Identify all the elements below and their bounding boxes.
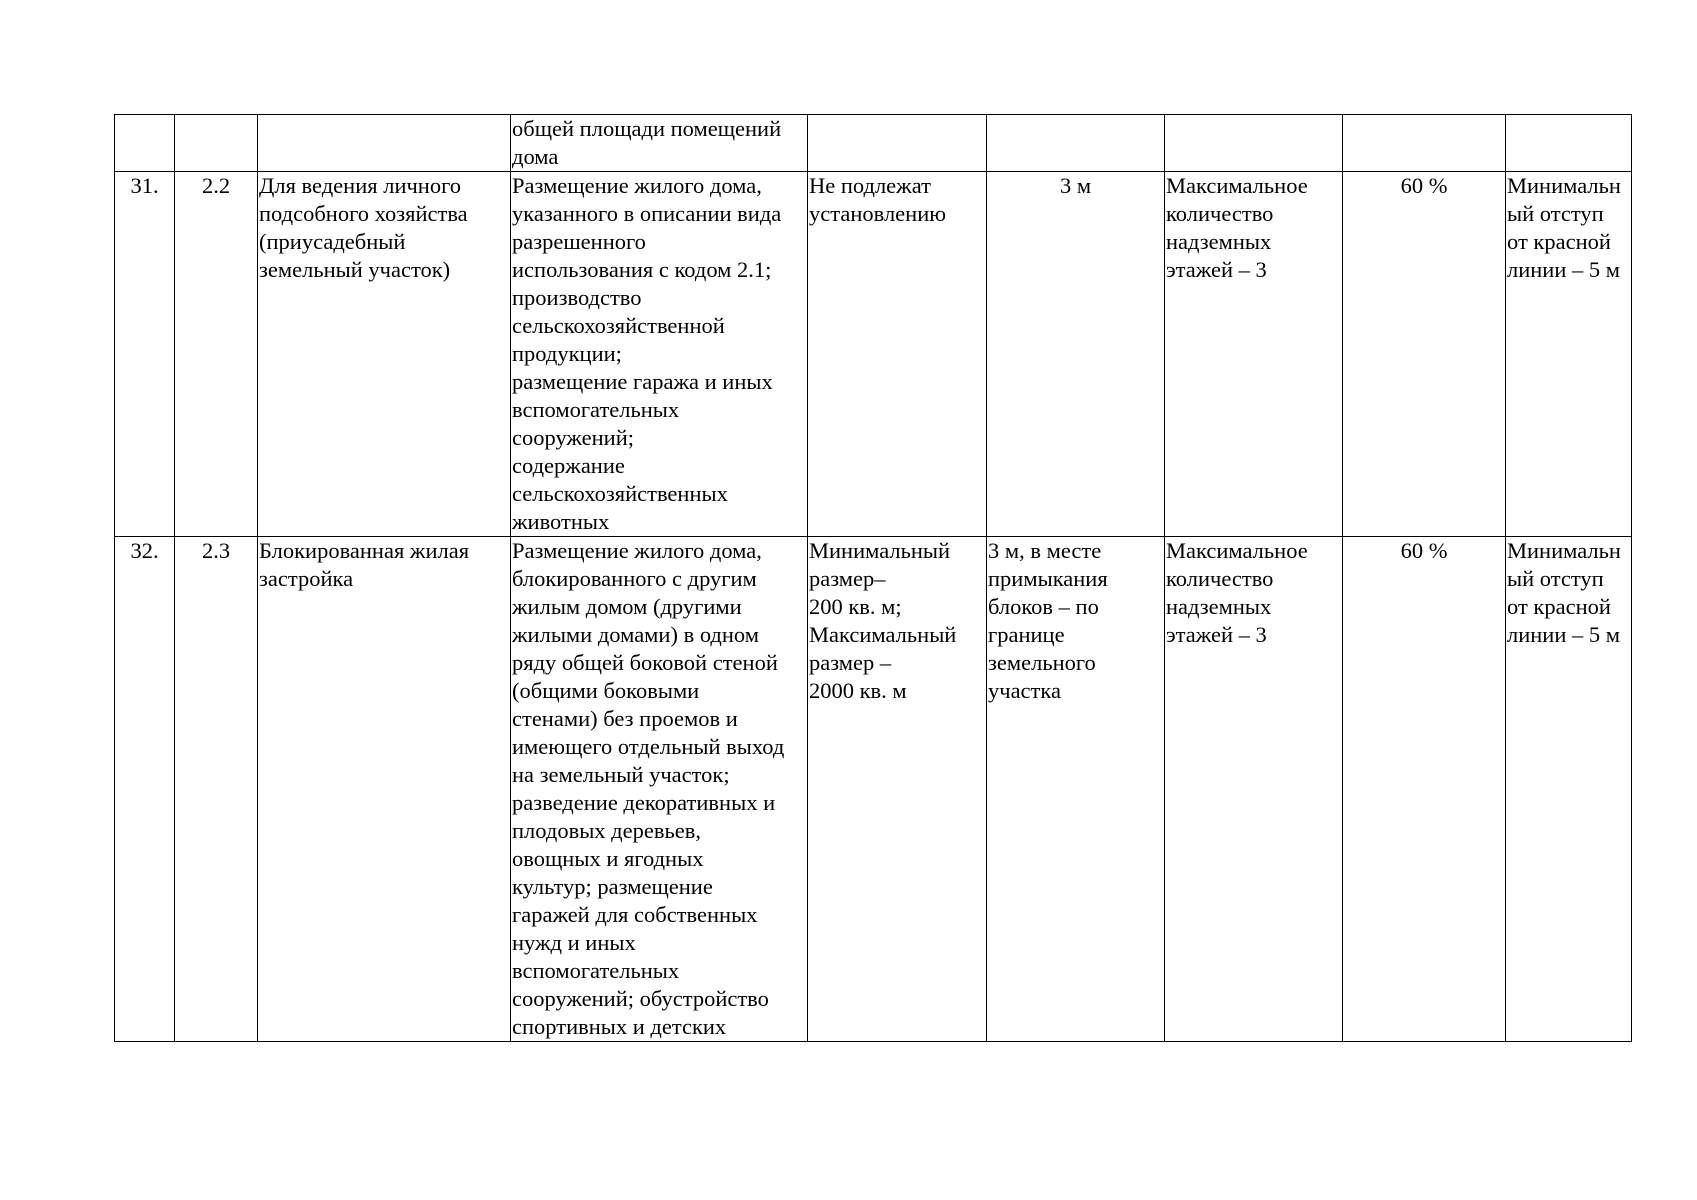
use-description-cell: общей площади помещений дома (511, 115, 808, 172)
zoning-regulations-table (114, 114, 1632, 1042)
coverage-percent-cell: 60 % (1343, 537, 1506, 1042)
setback-cell (987, 115, 1165, 172)
floors-cell (1165, 115, 1343, 172)
table-row (115, 172, 1632, 537)
use-name-cell (258, 115, 511, 172)
use-code-cell: 2.3 (175, 537, 258, 1042)
floors-cell: Максимальное количество надземных этажей – 3 (1165, 172, 1343, 537)
use-name-cell: Блокированная жилая застройка (258, 537, 511, 1042)
use-description-cell: Размещение жилого дома, указанного в описании вида разрешенного использования с кодом 2.1; производство сельскохозяйственной продукции; размещение гаража и иных вспомогательных сооружений; содержание сельскохозяйственных животных (511, 172, 808, 537)
plot-area-cell: Минимальный размер– 200 кв. м; Максимальный размер – 2000 кв. м (808, 537, 987, 1042)
use-name-cell: Для ведения личного подсобного хозяйства (приусадебный земельный участок) (258, 172, 511, 537)
plot-area-cell (808, 115, 987, 172)
coverage-percent-cell (1343, 115, 1506, 172)
other-parameters-cell (1506, 115, 1632, 172)
use-description-cell: Размещение жилого дома, блокированного с другим жилым домом (другими жилыми домами) в одном ряду общей боковой стеной (общими боковыми стенами) без проемов и имеющего отдельный выход на земельный участок; разведение декоративных и плодовых деревьев, овощных и ягодных культур; размещение гаражей для собственных нужд и иных вспомогательных сооружений; обустройство спортивных и детских (511, 537, 808, 1042)
row-number-cell (115, 115, 175, 172)
row-number-cell: 32. (115, 537, 175, 1042)
coverage-percent-cell: 60 % (1343, 172, 1506, 537)
setback-cell: 3 м, в месте примыкания блоков – по границе земельного участка (987, 537, 1165, 1042)
use-code-cell: 2.2 (175, 172, 258, 537)
table-row (115, 537, 1632, 1042)
use-code-cell (175, 115, 258, 172)
other-parameters-cell: Минимальн ый отступ от красной линии – 5 м (1506, 172, 1632, 537)
row-number-cell: 31. (115, 172, 175, 537)
setback-cell: 3 м (987, 172, 1165, 537)
floors-cell: Максимальное количество надземных этажей – 3 (1165, 537, 1343, 1042)
plot-area-cell: Не подлежат установлению (808, 172, 987, 537)
other-parameters-cell: Минимальн ый отступ от красной линии – 5 м (1506, 537, 1632, 1042)
table-row (115, 115, 1632, 172)
